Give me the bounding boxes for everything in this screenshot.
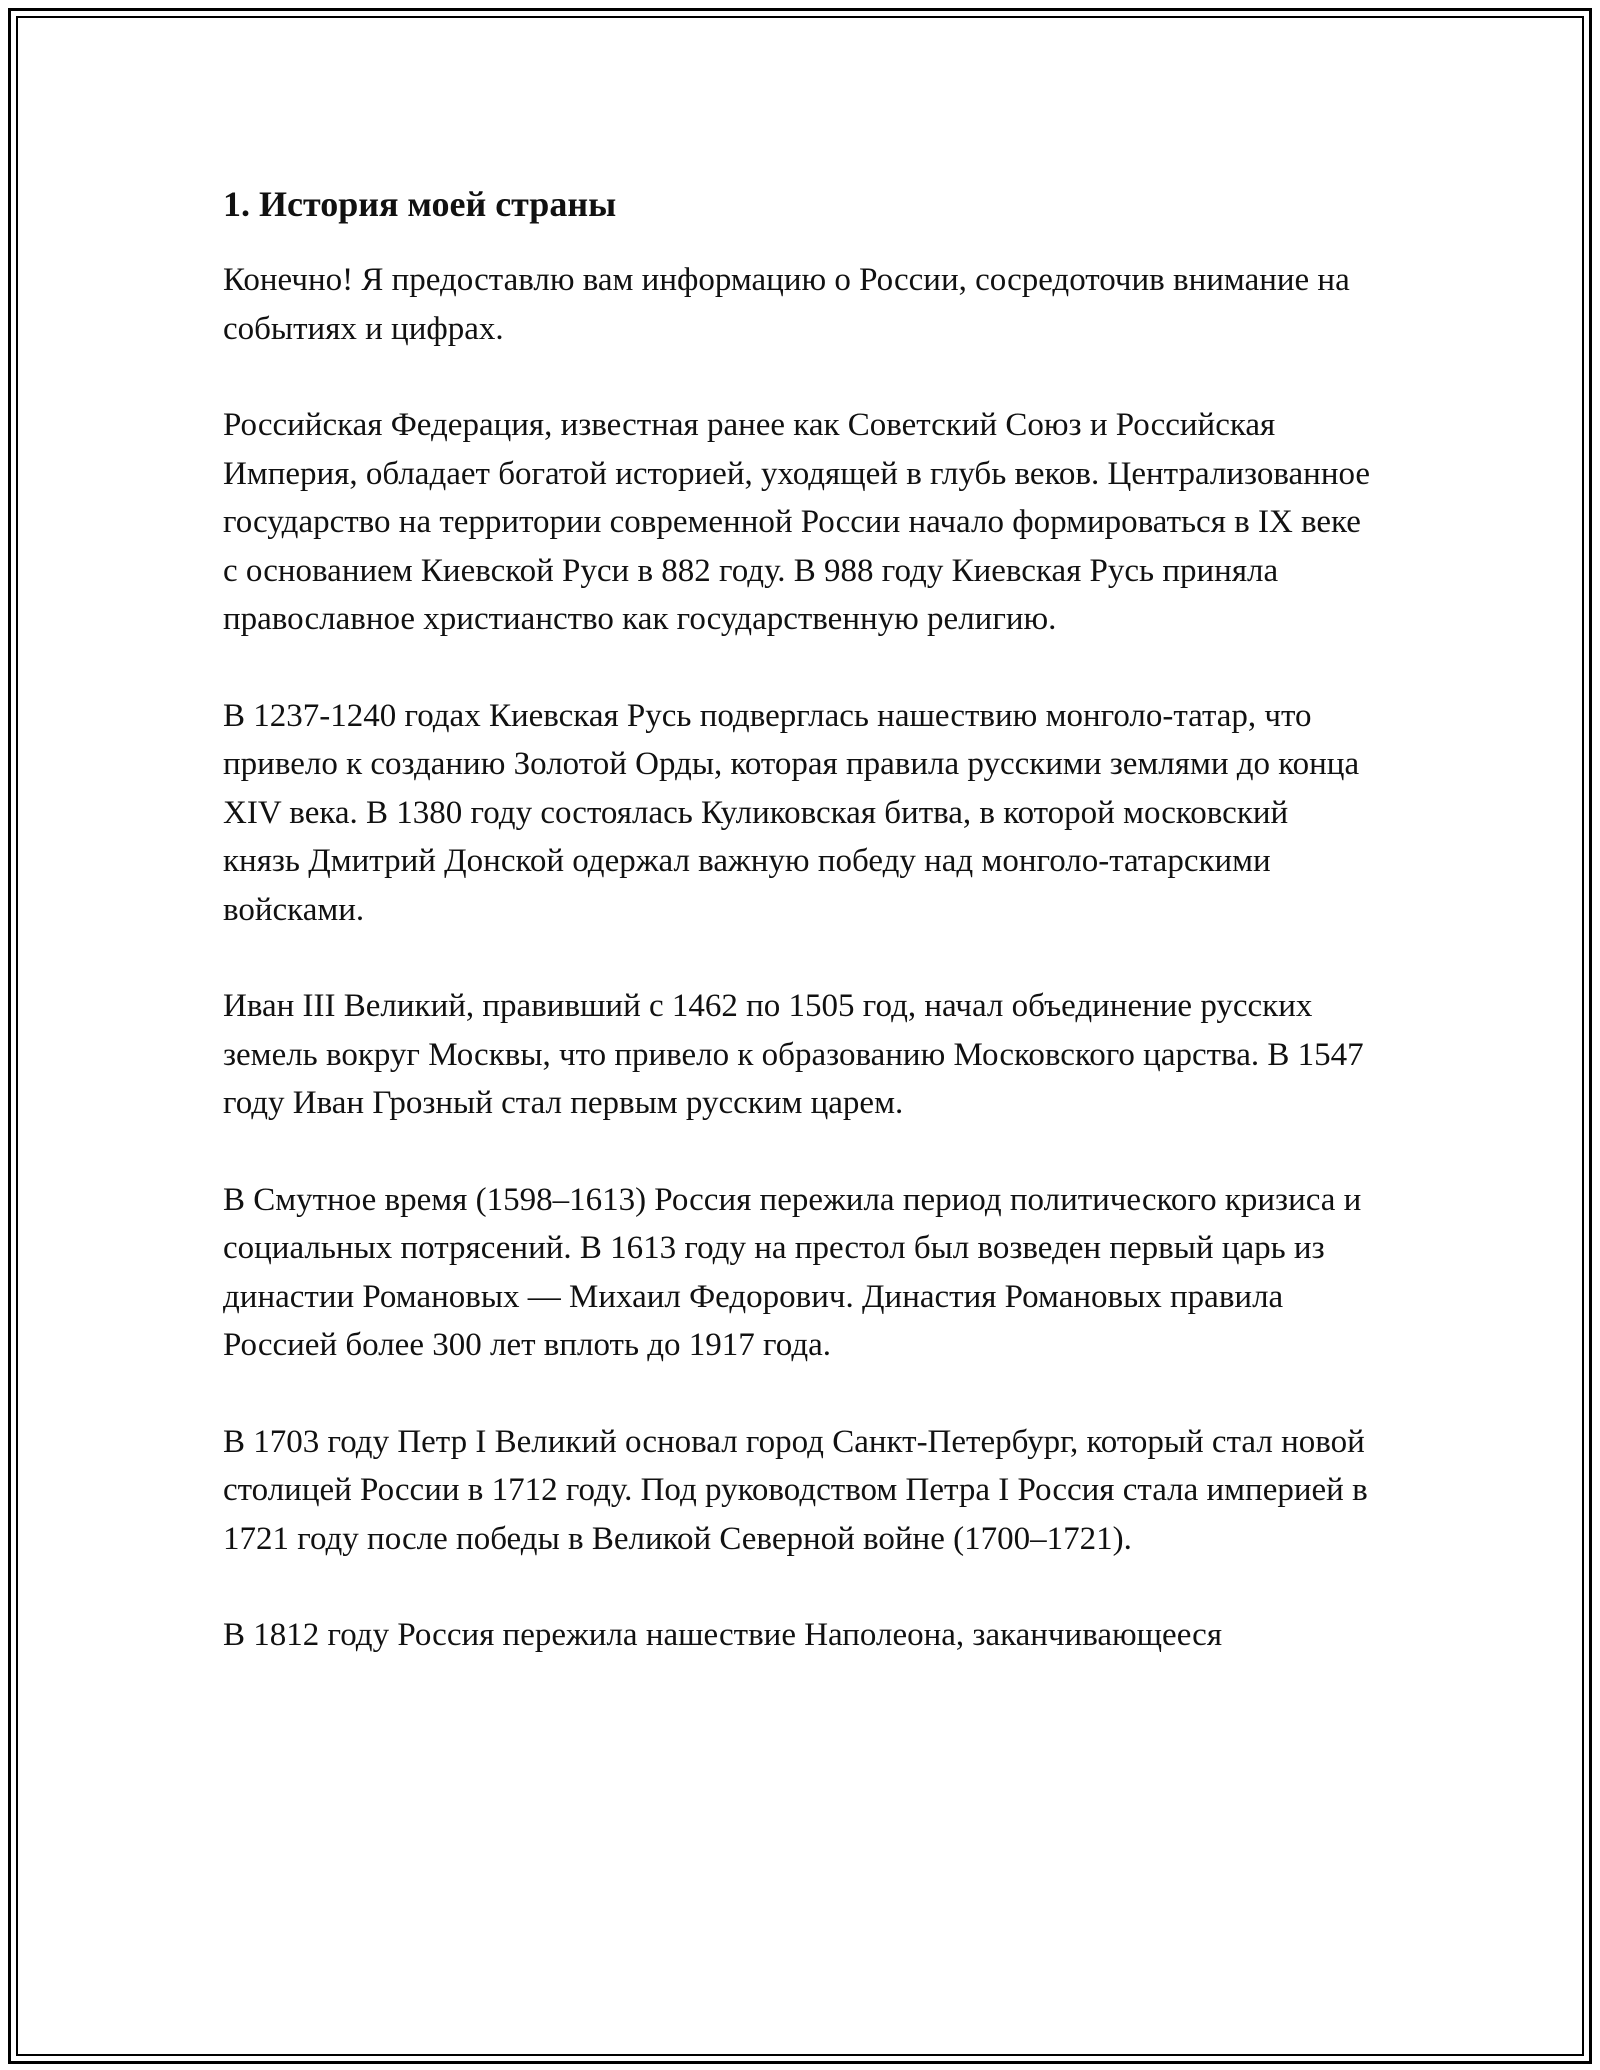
paragraph-time-of-troubles: В Смутное время (1598–1613) Россия пережила период политического кризиса и социальных потрясений. В 1613 году на престол был возведен первый царь из династии Романовых — Михаил Федорович. Династия Романовых правила Россией более 300 лет вплоть до 1917 года. [223, 1181, 1362, 1363]
paragraph-napoleon: В 1812 году Россия пережила нашествие Наполеона, заканчивающееся [223, 1617, 1222, 1653]
paragraph-peter-the-great: В 1703 году Петр I Великий основал город Санкт-Петербург, который стал новой столицей России в 1712 году. Под руководством Петра I Россия стала империей в 1721 году после победы в Великой Северной войне (1700–1721). [223, 1423, 1368, 1557]
paragraph-mongol-invasion: В 1237-1240 годах Киевская Русь подверглась нашествию монголо-татар, что привело к созданию Золотой Орды, которая правила русскими землями до конца XIV века. В 1380 году состоялась Куликовская битва, в которой московский князь Дмитрий Донской одержал важную победу над монголо-татарскими войсками. [223, 697, 1360, 928]
paragraph-intro: Конечно! Я предоставлю вам информацию о России, сосредоточив внимание на событиях и цифрах. [223, 262, 1350, 347]
document-title: 1. История моей страны [223, 184, 617, 224]
paragraph-kievan-rus: Российская Федерация, известная ранее как Советский Союз и Российская Империя, обладает богатой историей, уходящей в глубь веков. Централизованное государство на территории современной России начало формироваться в IX веке с основанием Киевской Руси в 882 году. В 988 году Киевская Русь приняла православное христианство как государственную религию. [223, 407, 1371, 637]
document-body [223, 178, 1373, 1708]
paragraph-ivan-iii: Иван III Великий, правивший с 1462 по 1505 год, начал объединение русских земель вокруг Москвы, что привело к образованию Московского царства. В 1547 году Иван Грозный стал первым русским царем. [223, 988, 1364, 1121]
